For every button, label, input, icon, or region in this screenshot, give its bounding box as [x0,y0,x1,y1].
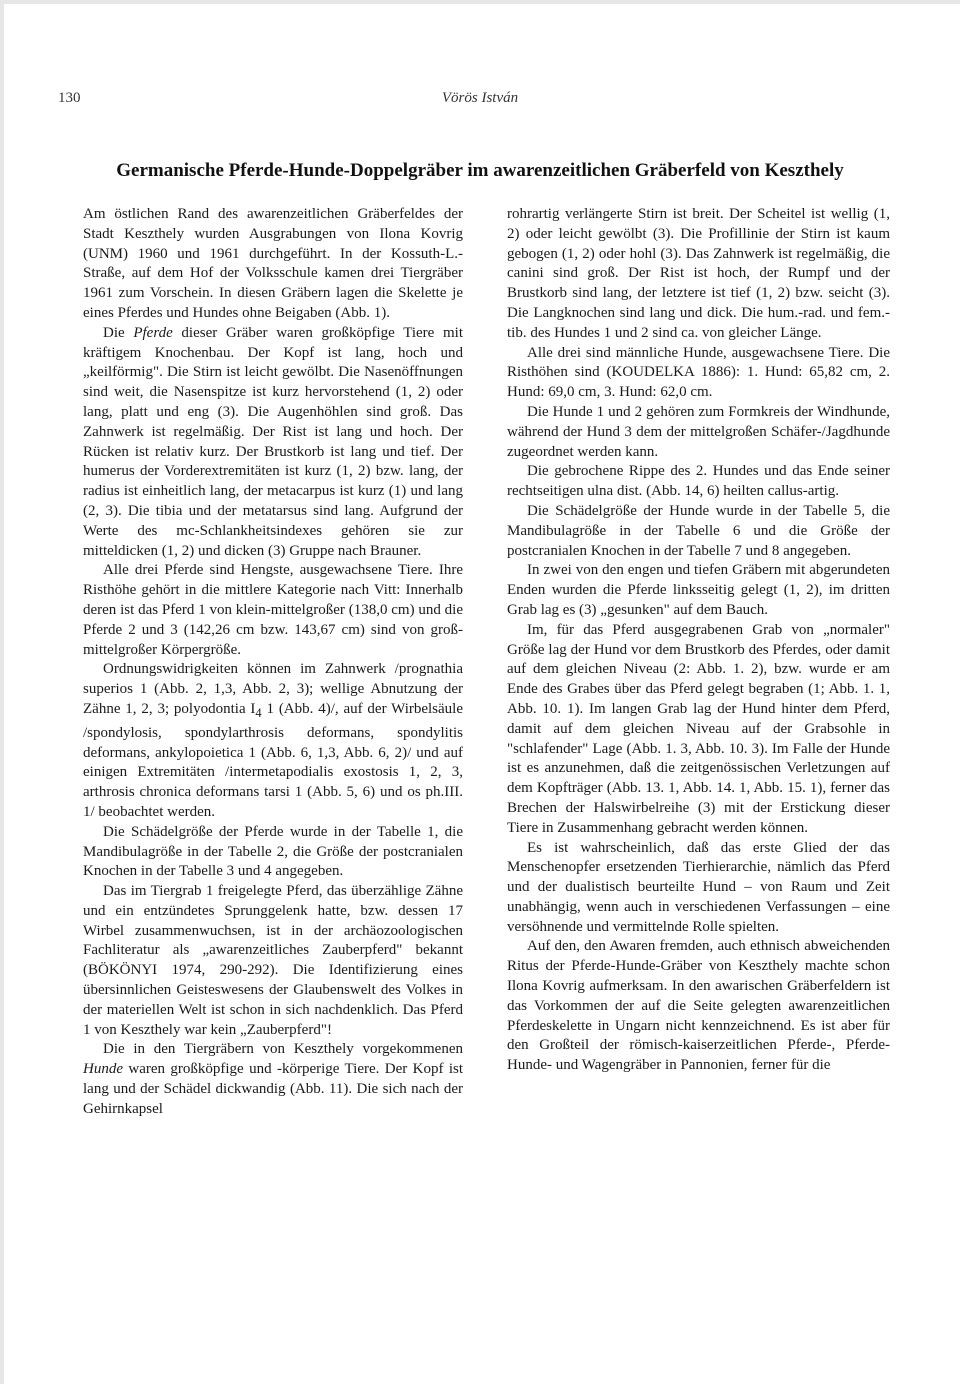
paragraph: Auf den, den Awaren fremden, auch ethnisch abweichenden Ritus der Pferde-Hunde-Gräber von Keszthely machte schon Ilona Kovrig aufmerksam. In den awarischen Gräberfeldern ist das Vorkommen der auf die Seite gelegten awarenzeitlichen Pferdeskelette in Ungarn nicht kennzeichnend. Es ist aber für den Großteil der römisch-kaiserzeitlichen Pferde-, Pferde-Hunde- und Wagengräber in Pannonien, ferner für die [507,938,890,1074]
subscript: 4 [255,705,262,720]
paragraph: Die Hunde 1 und 2 gehören zum Formkreis der Windhunde, während der Hund 3 dem der mittelgroßen Schäfer-/Jagdhunde zugeordnet werden kann. [507,403,890,460]
running-head [58,90,902,112]
paragraph: Die Schädelgröße der Pferde wurde in der Tabelle 1, die Mandibulagröße in der Tabelle 2, die Größe der postcranialen Knochen in der Tabelle 3 und 4 angegeben. [83,823,463,880]
paragraph: Die Pferde dieser Gräber waren großköpfige Tiere mit kräftigem Knochenbau. Der Kopf ist lang, hoch und „keilförmig". Die Stirn ist leicht gewölbt. Die Nasenöffnungen sind weit, die Nasenspitze ist kurz hervorstehend (1, 2) oder lang, platt und eng (3). Die Augenhöhlen sind groß. Das Zahnwerk ist regelmäßig. Der Rist ist lang und hoch. Der Rücken ist relativ kurz. Der Brustkorb ist lang und tief. Der humerus der Vorderextremitäten ist kurz (1, 2) bzw. lang, der radius ist einheitlich lang, der metacarpus ist kurz (1) und lang (2, 3). Die tibia und der metatarsus sind lang. Aufgrund der Werte des mc-Schlankheitsindexes gehören sie zur mitteldicken (1, 2) und dicken (3) Gruppe nach Brauner. [83,324,463,559]
paragraph: Die Schädelgröße der Hunde wurde in der Tabelle 5, die Mandibulagröße in der Tabelle 6 und die Größe der postcranialen Knochen in der Tabelle 7 und 8 angegeben. [507,502,890,559]
paragraph: Die in den Tiergräbern von Keszthely vorgekommenen Hunde waren großköpfige und -körperige Tiere. Der Kopf ist lang und der Schädel dickwandig (Abb. 11). Die sich nach der Gehirnkapsel [83,1041,463,1117]
paragraph: Die gebrochene Rippe des 2. Hundes und das Ende seiner rechtseitigen ulna dist. (Abb. 14, 6) heilten callus-artig. [507,463,890,500]
paragraph: rohrartig verlängerte Stirn ist breit. Der Scheitel ist wellig (1, 2) oder leicht gewölbt (3). Die Profillinie der Stirn ist kaum gebogen (1, 2) oder hohl (3). Das Zahnwerk ist regelmäßig, die canini sind groß. Der Rist ist hoch, der Rumpf und der Brustkorb sind lang, der letztere ist tief (1, 2) bzw. seicht (3). Die Langknochen sind lang und dick. Die hum.-rad. und fem.-tib. des Hundes 1 und 2 sind ca. von gleicher Länge. [507,206,890,341]
paragraph: Im, für das Pferd ausgegrabenen Grab von „normaler" Größe lag der Hund vor dem Brustkorb des Pferdes, oder damit auf dem gleichen Niveau (2: Abb. 1. 2), bzw. wurde er am Ende des Grabes über das Pferd gelegt begraben (1; Abb. 1. 1, Abb. 10. 1). Im langen Grab lag der Hund hinter dem Pferd, damit auf dem gleichen Niveau auf der Grabsohle in "schlafender" Lage (Abb. 1. 3, Abb. 10. 3). Im Falle der Hunde ist es anzunehmen, daß die zeitgenössischen Verletzungen auf dem Kopfträger (Abb. 13. 1, Abb. 14. 1, Abb. 15. 1), ferner das Brechen der Halswirbelreihe (3) mit der Erstickung dieser Tiere in Zusammenhang gebracht werden können. [507,621,890,836]
paragraph: Es ist wahrscheinlich, daß das erste Glied der das Menschenopfer ersetzenden Tierhierarchie, nämlich das Pferd und der dualistisch beurteilte Hund – von Raum und Zeit unabhängig, wenn auch in verschiedenen Verfassungen – eine versöhnende und vermittelnde Rolle spielten. [507,839,890,935]
paragraph: Alle drei Pferde sind Hengste, ausgewachsene Tiere. Ihre Risthöhe gehört in die mittlere Kategorie nach Vitt: Innerhalb deren ist das Pferd 1 von klein-mittelgroßer (138,0 cm) und die Pferde 2 und 3 (142,26 cm bzw. 143,67 cm) sind von groß-mittelgroßer Körpergröße. [83,562,463,658]
right-column [507,205,890,1076]
paragraph: Das im Tiergrab 1 freigelegte Pferd, das überzählige Zähne und ein entzündetes Sprunggelenk hatte, bzw. dessen 17 Wirbel zusammenwuchsen, ist in der archäozoologischen Fachliteratur als „awarenzeitliches Zauberpferd" bekannt (BÖKÖNYI 1974, 290-292). Die Identifizierung eines übersinnlichen Geisteswesens der Glaubenswelt des Volkes in der materiellen Welt ist schon in sich nachdenklich. Das Pferd 1 von Keszthely war kein „Zauberpferd"! [83,883,463,1038]
scan-edge-left [0,0,4,1384]
article-title: Germanische Pferde-Hunde-Doppelgräber im awarenzeitlichen Gräberfeld von Keszthely [116,160,844,181]
left-column [83,205,463,1120]
paragraph: In zwei von den engen und tiefen Gräbern mit abgerundeten Enden wurden die Pferde linksseitig gelegt (1, 2), im dritten Grab lag es (3) „gesunken" auf dem Bauch. [507,562,890,618]
paragraph: Am östlichen Rand des awarenzeitlichen Gräberfeldes der Stadt Keszthely wurden Ausgrabungen von Ilona Kovrig (UNM) 1960 und 1961 durchgeführt. In der Kossuth-L.-Straße, auf dem Hof der Volksschule kamen drei Tiergräber 1961 zum Vorschein. In diesen Gräbern lagen die Skelette je eines Pferdes und Hundes ohne Beigaben (Abb. 1). [83,206,463,321]
emphasis: Hunde [83,1061,123,1078]
running-author: Vörös István [441,90,519,106]
paragraph: Alle drei sind männliche Hunde, ausgewachsene Tiere. Die Risthöhen sind (KOUDELKA 1886): 1. Hund: 65,82 cm, 2. Hund: 69,0 cm, 3. Hund: 62,0 cm. [507,344,890,401]
emphasis: Pferde [133,324,173,341]
paragraph: Ordnungswidrigkeiten können im Zahnwerk /prognathia superios 1 (Abb. 2, 1,3, Abb. 2, 3); wellige Abnutzung der Zähne 1, 2, 3; polyodontia $I_4$ 1 (Abb. 4)/, auf der Wirbelsäule /spondylosis, spondylarthrosis deformans, spondylitis deformans, ankylopoietica 1 (Abb. 6, 1,3, Abb. 6, 2)/ und auf einigen Extremitäten /intermetapodialis exostosis 1, 2, 3, arthrosis chronica deformans tarsi 1 (Abb. 5, 6) und os ph.III. 1/ beobachtet werden. [83,661,463,820]
page-number: 130 [58,90,81,106]
scan-edge-top [0,0,960,4]
